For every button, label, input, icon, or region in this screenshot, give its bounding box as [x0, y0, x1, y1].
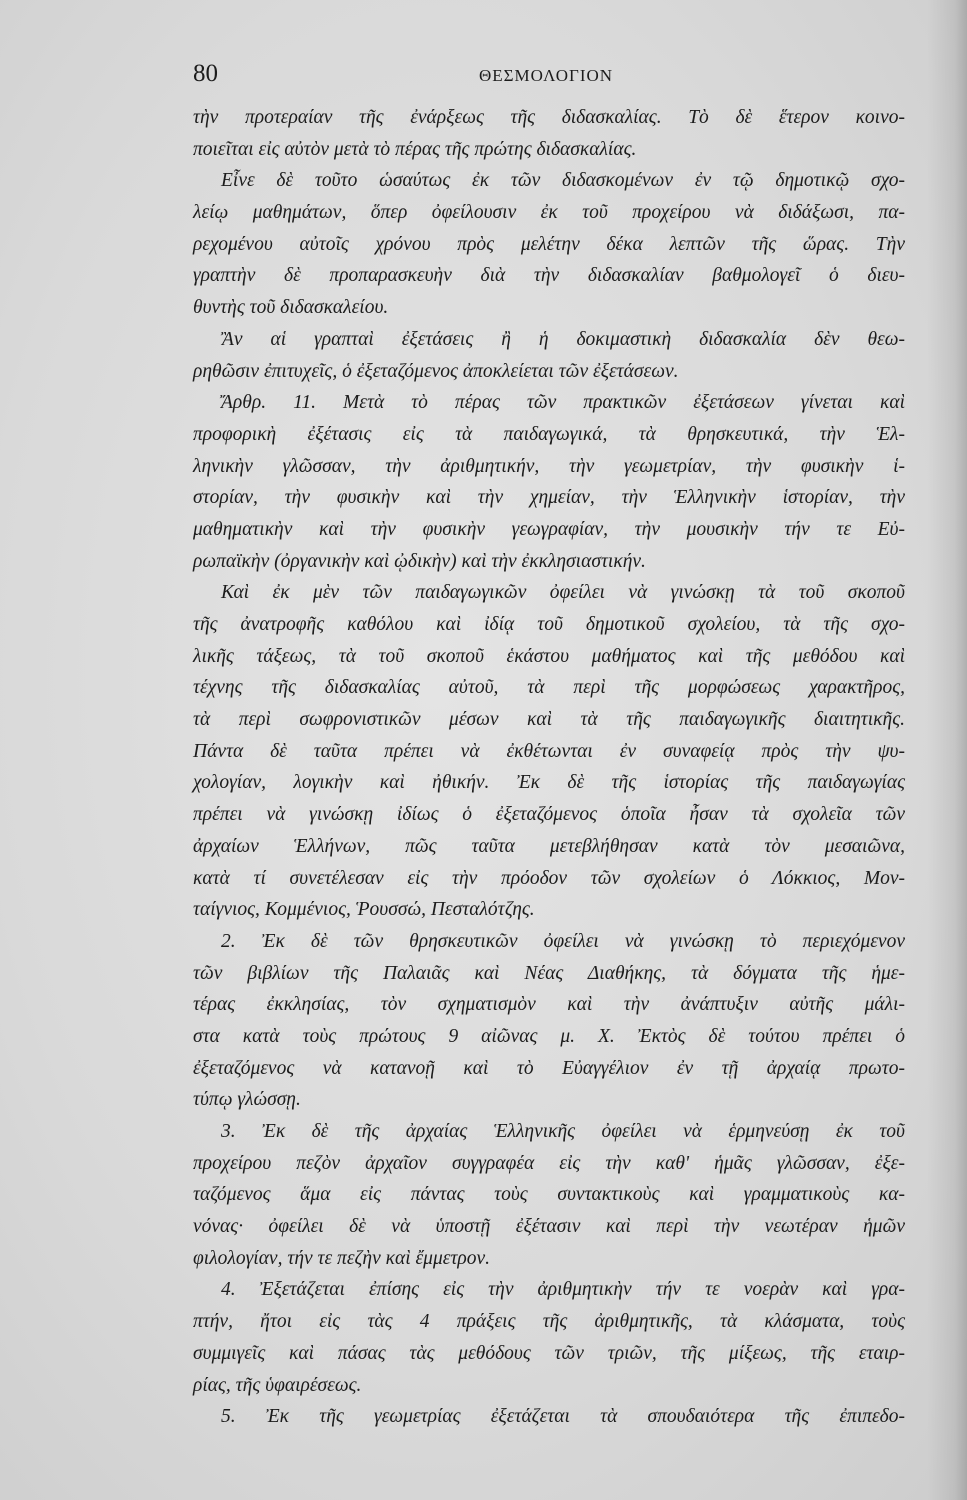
text-line: 4. Ἐξετάζεται ἐπίσης εἰς τὴν ἀριθμητικὴν τήν τε νοερὰν καὶ γρα- — [221, 1279, 905, 1301]
text-line: 2. Ἐκ δὲ τῶν θρησκευτικῶν ὀφείλει νὰ γινώσκῃ τὸ περιεχόμενον — [221, 930, 905, 952]
text-line: μαθηματικὴν καὶ τὴν φυσικὴν γεωγραφίαν, τὴν μουσικὴν τήν τε Εὐ- — [193, 518, 905, 540]
text-line: κατὰ τί συνετέλεσαν εἰς τὴν πρόοδον τῶν σχολείων ὁ Λόκκιος, Μον- — [193, 867, 905, 889]
text-line: Ἄρθρ. 11. Μετὰ τὸ πέρας τῶν πρακτικῶν ἐξετάσεων γίνεται καὶ — [221, 392, 905, 414]
running-title: ΘΕΣΜΟΛΟΓΙΟΝ — [479, 66, 614, 85]
text-line: ληνικὴν γλῶσσαν, τὴν ἀριθμητικήν, τὴν γεωμετρίαν, τὴν φυσικὴν ἱ- — [193, 455, 905, 477]
text-line: Ἂν αἱ γραπταὶ ἐξετάσεις ἢ ἡ δοκιμαστικὴ διδασκαλία δὲν θεω- — [221, 328, 905, 350]
text-line: στορίαν, τὴν φυσικὴν καὶ τὴν χημείαν, τὴν Ἑλληνικὴν ἱστορίαν, τὴν — [193, 487, 905, 509]
text-line: ρεχομένου αὐτοῖς χρόνου πρὸς μελέτην δέκα λεπτῶν τῆς ὥρας. Τὴν — [193, 233, 905, 255]
text-line: ταίγνιος, Κομμένιος, Ῥουσσώ, Πεσταλότζης. — [193, 899, 535, 921]
page-header — [193, 60, 905, 96]
text-line: ἐξεταζόμενος νὰ κατανοῇ καὶ τὸ Εὐαγγέλιον ἐν τῇ ἀρχαίᾳ πρωτο- — [193, 1057, 905, 1079]
text-line: 5. Ἐκ τῆς γεωμετρίας ἐξετάζεται τὰ σπουδαιότερα τῆς ἐπιπεδο- — [221, 1406, 905, 1428]
text-line: τὰ περὶ σωφρονιστικῶν μέσων καὶ τὰ τῆς παιδαγωγικῆς διαιτητικῆς. — [193, 709, 905, 731]
text-line: 3. Ἐκ δὲ τῆς ἀρχαίας Ἑλληνικῆς ὀφείλει νὰ ἑρμηνεύσῃ ἐκ τοῦ — [221, 1121, 905, 1142]
text-line: προχείρου πεζὸν ἀρχαῖον συγγραφέα εἰς τὴν καθ' ἡμᾶς γλῶσσαν, ἐξε- — [193, 1152, 905, 1174]
text-line: ἀρχαίων Ἑλλήνων, πῶς ταῦτα μετεβλήθησαν κατὰ τὸν μεσαιῶνα, — [193, 835, 905, 857]
text-line: ρηθῶσιν ἐπιτυχεῖς, ὁ ἐξεταζόμενος ἀποκλείεται τῶν ἐξετάσεων. — [193, 360, 679, 382]
text-line: τέχνης τῆς διδασκαλίας αὐτοῦ, τὰ περὶ τῆς μορφώσεως χαρακτῆρος, — [193, 677, 905, 699]
spine-shadow — [927, 0, 967, 1500]
text-line: πρέπει νὰ γινώσκῃ ἰδίως ὁ ἐξεταζόμενος ὁποῖα ἦσαν τὰ σχολεῖα τῶν — [193, 804, 905, 826]
text-line: προφορικὴ ἐξέτασις εἰς τὰ παιδαγωγικά, τὰ θρησκευτικά, τὴν Ἑλ- — [193, 423, 905, 445]
text-line: ρωπαϊκὴν (ὀργανικὴν καὶ ᾠδικὴν) καὶ τὴν ἐκκλησιαστικήν. — [193, 550, 646, 572]
text-line: τῶν βιβλίων τῆς Παλαιᾶς καὶ Νέας Διαθήκης, τὰ δόγματα τῆς ἡμε- — [193, 962, 905, 984]
text-line: τέρας ἐκκλησίας, τὸν σχηματισμὸν καὶ τὴν ἀνάπτυξιν αὐτῆς μάλι- — [193, 994, 905, 1016]
text-line: θυντὴς τοῦ διδασκαλείου. — [193, 297, 389, 319]
text-line: τύπῳ γλώσσῃ. — [193, 1089, 301, 1111]
text-line: τὴν προτεραίαν τῆς ἐνάρξεως τῆς διδασκαλίας. Τὸ δὲ ἕτερον κοινο- — [193, 107, 905, 128]
text-line: Καὶ ἐκ μὲν τῶν παιδαγωγικῶν ὀφείλει νὰ γινώσκῃ τὰ τοῦ σκοποῦ — [221, 582, 905, 604]
text-line: στα κατὰ τοὺς πρώτους 9 αἰῶνας μ. Χ. Ἐκτὸς δὲ τούτου πρέπει ὁ — [193, 1025, 905, 1047]
text-line: Πάντα δὲ ταῦτα πρέπει νὰ ἐκθέτωνται ἐν συναφείᾳ πρὸς τὴν ψυ- — [193, 740, 905, 762]
page-number: 80 — [193, 60, 218, 87]
text-line: γραπτὴν δὲ προπαρασκευὴν διὰ τὴν διδασκαλίαν βαθμολογεῖ ὁ διευ- — [193, 265, 905, 287]
text-line: Εἶνε δὲ τοῦτο ὡσαύτως ἐκ τῶν διδασκομένων ἐν τῷ δημοτικῷ σχο- — [221, 170, 905, 192]
text-line: νόνας· ὀφείλει δὲ νὰ ὑποστῇ ἐξέτασιν καὶ περὶ τὴν νεωτέραν ἡμῶν — [193, 1216, 905, 1238]
text-line: φιλολογίαν, τήν τε πεζὴν καὶ ἔμμετρον. — [193, 1247, 491, 1269]
text-line: λικῆς τάξεως, τὰ τοῦ σκοποῦ ἑκάστου μαθήματος καὶ τῆς μεθόδου καὶ — [193, 645, 905, 667]
text-line: πτήν, ἤτοι εἰς τὰς 4 πράξεις τῆς ἀριθμητικῆς, τὰ κλάσματα, τοὺς — [193, 1311, 905, 1333]
text-line: χολογίαν, λογικὴν καὶ ἠθικήν. Ἐκ δὲ τῆς ἱστορίας τῆς παιδαγωγίας — [193, 772, 905, 794]
body-text — [193, 102, 905, 1433]
text-line: λείῳ μαθημάτων, ὅπερ ὀφείλουσιν ἐκ τοῦ προχείρου νὰ διδάξωσι, πα- — [193, 202, 905, 224]
text-line: ποιεῖται εἰς αὐτὸν μετὰ τὸ πέρας τῆς πρώτης διδασκαλίας. — [193, 138, 637, 160]
text-line: ταζόμενος ἅμα εἰς πάντας τοὺς συντακτικοὺς καὶ γραμματικοὺς κα- — [193, 1184, 905, 1206]
text-line: ρίας, τῆς ὑφαιρέσεως. — [193, 1374, 362, 1396]
text-line: συμμιγεῖς καὶ πάσας τὰς μεθόδους τῶν τριῶν, τῆς μίξεως, τῆς εταιρ- — [193, 1342, 905, 1364]
text-line: τῆς ἀνατροφῆς καθόλου καὶ ἰδίᾳ τοῦ δημοτικοῦ σχολείου, τὰ τῆς σχο- — [193, 614, 905, 635]
